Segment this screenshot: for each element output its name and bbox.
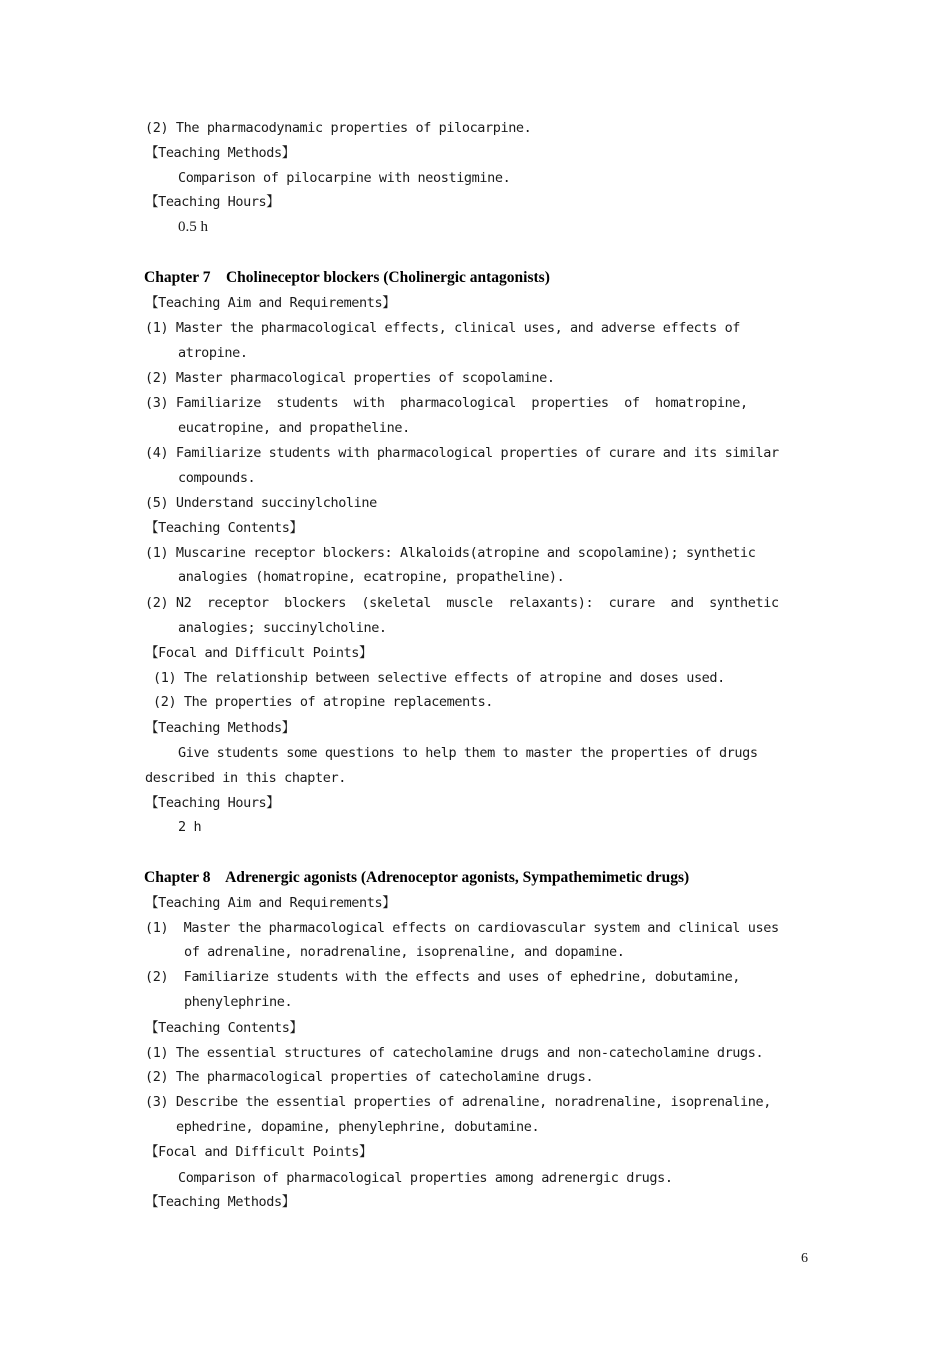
teaching-hours-heading: 【Teaching Hours】 [145, 795, 280, 811]
aim-item-2: (2) Master pharmacological properties of scopolamine. [145, 370, 555, 386]
focal-points-text: Comparison of pharmacological properties among adrenergic drugs. [178, 1170, 673, 1186]
aim-item-2-cont: phenylephrine. [184, 994, 293, 1010]
contents-item-2: (2) N2 receptor blockers (skeletal muscle relaxants): curare and synthetic [145, 595, 779, 611]
aim-item-1-cont: of adrenaline, noradrenaline, isoprenaline, and dopamine. [184, 944, 625, 960]
focal-item-2: (2) The properties of atropine replacements. [153, 694, 494, 710]
teaching-hours-heading: 【Teaching Hours】 [145, 194, 280, 210]
aim-item-1-cont: atropine. [178, 345, 248, 361]
teaching-hours-value: 2 h [178, 819, 202, 835]
contents-item-3: (3) Describe the essential properties of adrenaline, noradrenaline, isoprenaline, [145, 1094, 771, 1110]
teaching-aim-heading: 【Teaching Aim and Requirements】 [145, 295, 396, 311]
teaching-aim-heading: 【Teaching Aim and Requirements】 [145, 895, 396, 911]
teaching-methods-text-cont: described in this chapter. [145, 770, 346, 786]
aim-item-4-cont: compounds. [178, 470, 256, 486]
teaching-contents-heading: 【Teaching Contents】 [145, 1020, 303, 1036]
teaching-methods-heading: 【Teaching Methods】 [145, 720, 295, 736]
contents-item-3-cont: ephedrine, dopamine, phenylephrine, dobutamine. [176, 1119, 540, 1135]
focal-points-heading: 【Focal and Difficult Points】 [145, 645, 373, 661]
teaching-methods-text: Give students some questions to help them to master the properties of drugs [178, 745, 758, 761]
focal-item-1: (1) The relationship between selective effects of atropine and doses used. [153, 670, 725, 686]
aim-item-4: (4) Familiarize students with pharmacological properties of curare and its similar [145, 445, 779, 461]
contents-item-1: (1) The essential structures of catecholamine drugs and non-catecholamine drugs. [145, 1045, 764, 1061]
pilocarpine-item: (2) The pharmacodynamic properties of pilocarpine. [145, 120, 532, 136]
contents-item-2: (2) The pharmacological properties of catecholamine drugs. [145, 1069, 594, 1085]
aim-item-3-cont: eucatropine, and propatheline. [178, 420, 410, 436]
contents-item-1: (1) Muscarine receptor blockers: Alkaloids(atropine and scopolamine); synthetic [145, 545, 756, 561]
contents-item-2-cont: analogies; succinylcholine. [178, 620, 387, 636]
teaching-hours-value: 0.5 h [178, 219, 208, 235]
teaching-methods-heading: 【Teaching Methods】 [145, 1194, 295, 1210]
chapter-8-title: Chapter 8 Adrenergic agonists (Adrenoceptor agonists, Sympathemimetic drugs) [144, 869, 690, 886]
aim-item-3: (3) Familiarize students with pharmacological properties of homatropine, [145, 395, 748, 411]
teaching-methods-text: Comparison of pilocarpine with neostigmine. [178, 170, 511, 186]
aim-item-1: (1) Master the pharmacological effects, clinical uses, and adverse effects of [145, 320, 741, 336]
page-number: 6 [801, 1251, 808, 1266]
contents-item-1-cont: analogies (homatropine, ecatropine, propatheline). [178, 569, 565, 585]
teaching-methods-heading: 【Teaching Methods】 [145, 145, 295, 161]
aim-item-1: (1) Master the pharmacological effects on cardiovascular system and clinical uses [145, 920, 779, 936]
aim-item-5: (5) Understand succinylcholine [145, 495, 377, 511]
teaching-contents-heading: 【Teaching Contents】 [145, 520, 303, 536]
aim-item-2: (2) Familiarize students with the effects and uses of ephedrine, dobutamine, [145, 969, 741, 985]
chapter-7-title: Chapter 7 Cholineceptor blockers (Cholinergic antagonists) [144, 269, 550, 286]
focal-points-heading: 【Focal and Difficult Points】 [145, 1144, 373, 1160]
